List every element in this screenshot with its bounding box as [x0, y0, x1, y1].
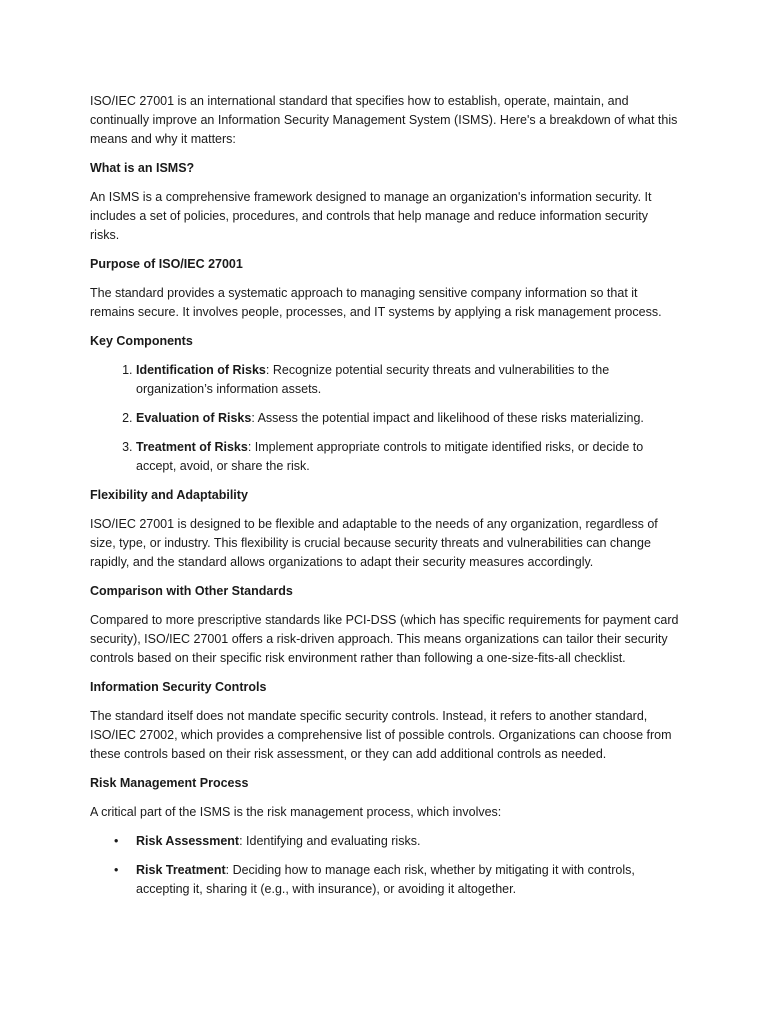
bullet-icon: •	[114, 834, 119, 848]
purpose-paragraph: The standard provides a systematic approach to managing sensitive company information so that it remains secure. It involves people, processes, and IT systems by applying a risk management process.	[90, 286, 662, 319]
heading-risk-management: Risk Management Process	[90, 776, 249, 790]
list-item-text: : Recognize potential security threats and vulnerabilities to the organization’s information assets.	[136, 363, 610, 396]
comparison-paragraph: Compared to more prescriptive standards like PCI-DSS (which has specific requirements for payment card security), ISO/IEC 27001 offers a risk-driven approach. This means organizations can tailor their security controls based on their specific risk environment rather than following a one-size-fits-all checklist.	[90, 613, 679, 665]
controls-paragraph: The standard itself does not mandate specific security controls. Instead, it refers to another standard, ISO/IEC 27002, which provides a comprehensive list of possible controls. Organizations can choose from these controls based on their risk assessment, or they can add additional controls as needed.	[90, 709, 672, 761]
document-page	[90, 92, 680, 909]
list-item-text: : Deciding how to manage each risk, whether by mitigating it with controls, accepting it, sharing it (e.g., with insurance), or avoiding it altogether.	[136, 863, 635, 896]
risk-process-list	[90, 832, 680, 899]
list-item	[136, 438, 680, 476]
intro-paragraph: ISO/IEC 27001 is an international standard that specifies how to establish, operate, maintain, and continually improve an Information Security Management System (ISMS). Here's a breakdown of what this means and why it matters:	[90, 94, 678, 146]
heading-key-components: Key Components	[90, 334, 193, 348]
list-item-term: Risk Assessment	[136, 834, 240, 848]
list-item-term: Treatment of Risks	[136, 440, 248, 454]
list-item-text: : Implement appropriate controls to mitigate identified risks, or decide to accept, avoid, or share the risk.	[136, 440, 644, 473]
heading-flexibility: Flexibility and Adaptability	[90, 488, 248, 502]
heading-purpose: Purpose of ISO/IEC 27001	[90, 257, 243, 271]
list-item	[114, 832, 680, 851]
heading-comparison: Comparison with Other Standards	[90, 584, 293, 598]
key-components-list	[90, 361, 680, 476]
risk-paragraph: A critical part of the ISMS is the risk management process, which involves:	[90, 805, 502, 819]
list-item-term: Risk Treatment	[136, 863, 226, 877]
flexibility-paragraph: ISO/IEC 27001 is designed to be flexible and adaptable to the needs of any organization, regardless of size, type, or industry. This flexibility is crucial because security threats and vulnerabilities can change rapidly, and the standard allows organizations to adapt their security measures accordingly.	[90, 517, 658, 569]
heading-controls: Information Security Controls	[90, 680, 267, 694]
list-item-term: Identification of Risks	[136, 363, 266, 377]
list-item-text: : Assess the potential impact and likelihood of these risks materializing.	[251, 411, 644, 425]
heading-what-is-isms: What is an ISMS?	[90, 161, 195, 175]
isms-paragraph: An ISMS is a comprehensive framework designed to manage an organization's information security. It includes a set of policies, procedures, and controls that help manage and reduce information security risks.	[90, 190, 652, 242]
list-item	[136, 361, 680, 399]
list-item-text: : Identifying and evaluating risks.	[239, 834, 421, 848]
bullet-icon: •	[114, 863, 119, 877]
list-item	[114, 861, 680, 899]
list-item	[136, 409, 680, 428]
list-item-term: Evaluation of Risks	[136, 411, 252, 425]
